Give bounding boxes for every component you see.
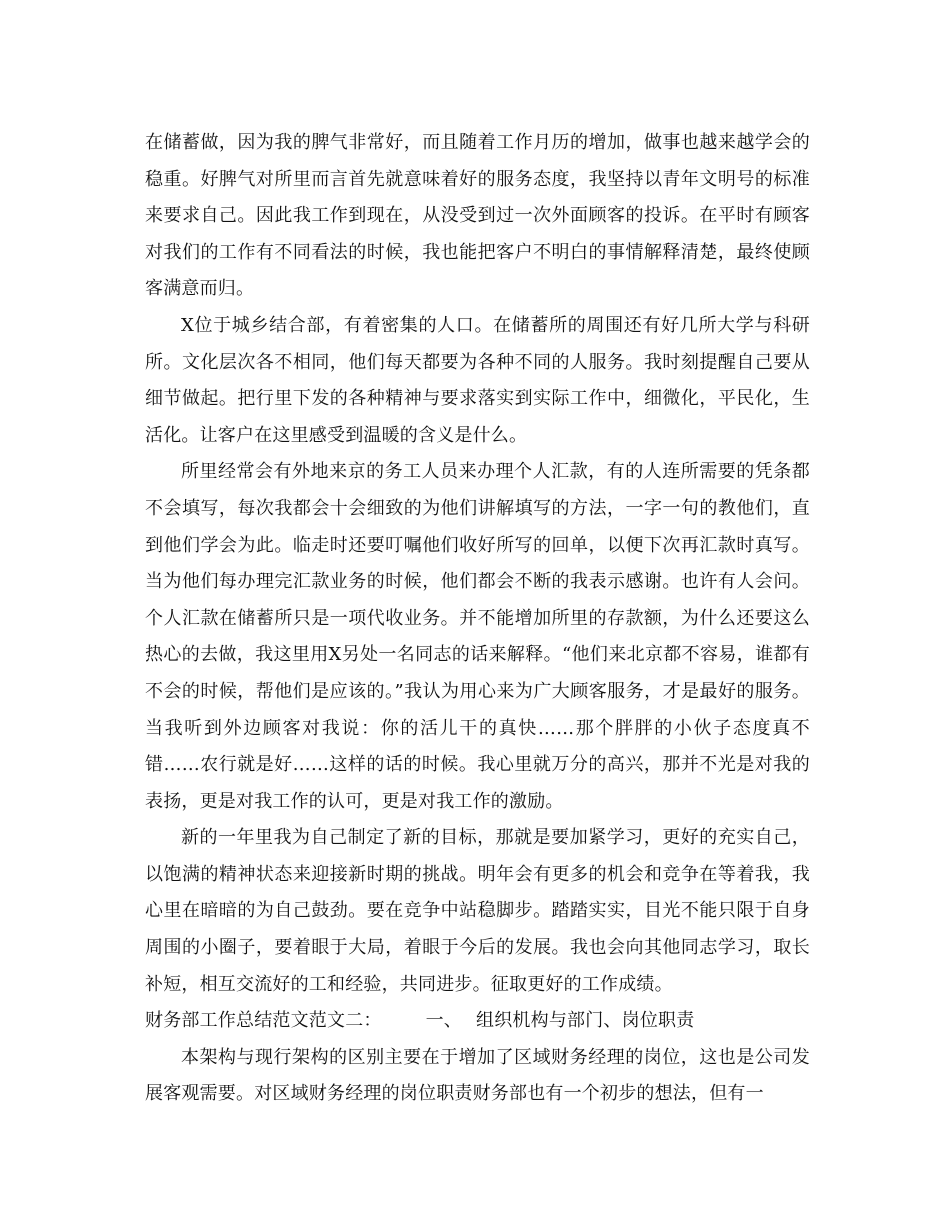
paragraph-1: 在储蓄做，因为我的脾气非常好，而且随着工作月历的增加，做事也越来越学会的稳重。好脾气对所里而言首先就意味着好的服务态度，我坚持以青年文明号的标准来要求自己。因此我工作到现在，从没受到过一次外面顾客的投诉。在平时有顾客对我们的工作有不同看法的时候，我也能把客户不明白的事情解释清楚，最终使顾客满意而归。 (145, 132, 810, 300)
heading-title: 财务部工作总结范文范文二： (145, 1010, 382, 1032)
document-body (145, 125, 810, 1113)
heading-number: 一、 (425, 1010, 463, 1032)
paragraph-3: 所里经常会有外地来京的务工人员来办理个人汇款，有的人连所需要的凭条都不会填写，每次我都会十会细致的为他们讲解填写的方法，一字一句的教他们，直到他们学会为此。临走时还要叮嘱他们收好所写的回单，以便下次再汇款时真写。当为他们每办理完汇款业务的时候，他们都会不断的我表示感谢。也许有人会问。个人汇款在储蓄所只是一项代收业务。并不能增加所里的存款额，为什么还要这么热心的去做，我这里用X另处一名同志的话来解释。“他们来北京都不容易，谁都有不会的时候，帮他们是应该的。”我认为用心来为广大顾客服务，才是最好的服务。当我听到外边顾客对我说：你的活儿干的真快……那个胖胖的小伙子态度真不错……农行就是好……这样的话的时候。我心里就万分的高兴，那并不光是对我的表扬，更是对我工作的认可，更是对我工作的激励。 (145, 461, 810, 812)
heading-section: 组织机构与部门、岗位职责 (476, 1010, 695, 1032)
section-heading (145, 1003, 810, 1040)
paragraph-2: X位于城乡结合部，有着密集的人口。在储蓄所的周围还有好几所大学与科研所。文化层次各不相同，他们每天都要为各种不同的人服务。我时刻提醒自己要从细节做起。把行里下发的各种精神与要求落实到实际工作中，细微化，平民化，生活化。让客户在这里感受到温暖的含义是什么。 (145, 314, 810, 446)
paragraph-4: 新的一年里我为自己制定了新的目标，那就是要加紧学习，更好的充实自己，以饱满的精神状态来迎接新时期的挑战。明年会有更多的机会和竞争在等着我，我心里在暗暗的为自己鼓劲。要在竞争中站稳脚步。踏踏实实，目光不能只限于自身周围的小圈子，要着眼于大局，着眼于今后的发展。我也会向其他同志学习，取长补短，相互交流好的工和经验，共同进步。征取更好的工作成绩。 (145, 827, 810, 995)
paragraph-5: 本架构与现行架构的区别主要在于增加了区域财务经理的岗位，这也是公司发展客观需要。对区域财务经理的岗位职责财务部也有一个初步的想法，但有一 (145, 1046, 810, 1105)
